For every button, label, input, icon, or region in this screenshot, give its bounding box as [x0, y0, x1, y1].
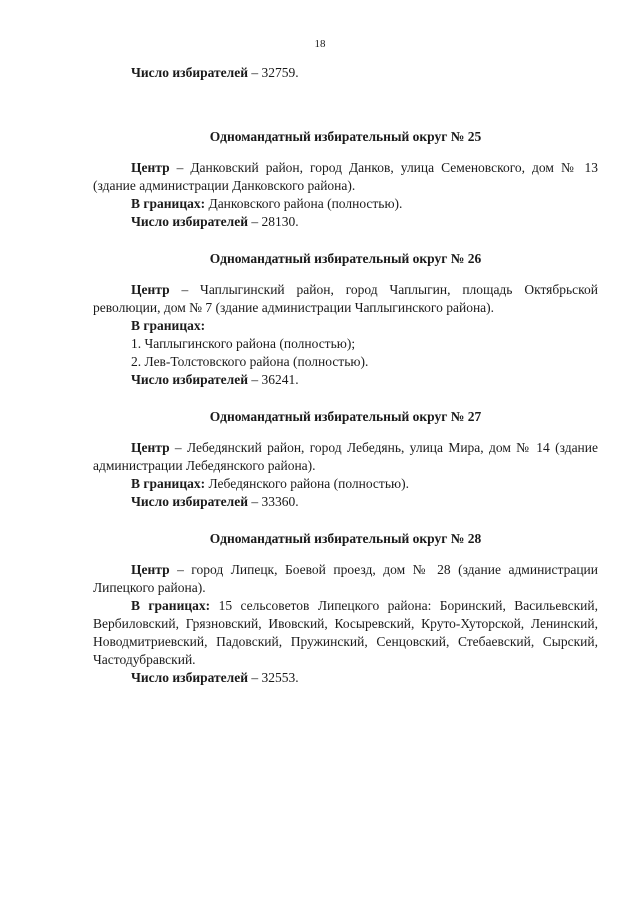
voters-value: – 28130. — [248, 214, 299, 229]
bounds-label: В границах: — [131, 476, 206, 491]
voters-value: – 32759. — [248, 65, 299, 80]
document-body — [93, 64, 598, 687]
district-27 — [93, 408, 598, 511]
district-heading: Одномандатный избирательный округ № 26 — [209, 251, 482, 266]
voters-value: – 33360. — [248, 494, 299, 509]
center-text: – Лебедянский район, город Лебедянь, улица Мира, дом № 14 (здание администрации Лебедянского района). — [93, 440, 598, 473]
district-center — [93, 561, 598, 597]
center-text: – Данковский район, город Данков, улица Семеновского, дом № 13 (здание администрации Данковского района). — [93, 160, 598, 193]
voters-label: Число избирателей — [131, 494, 248, 509]
voters-label: Число избирателей — [131, 372, 248, 387]
district-heading: Одномандатный избирательный округ № 25 — [209, 129, 482, 144]
bounds-text: Лебедянского района (полностью). — [205, 476, 409, 491]
district-center — [93, 159, 598, 195]
voters-value: – 32553. — [248, 670, 299, 685]
district-center — [93, 439, 598, 475]
district-voters — [93, 669, 598, 687]
center-label: Центр — [131, 440, 170, 455]
district-28 — [93, 530, 598, 687]
district-heading: Одномандатный избирательный округ № 28 — [209, 531, 482, 546]
center-text: – город Липецк, Боевой проезд, дом № 28 (здание администрации Липецкого района). — [93, 562, 598, 595]
bounds-label: В границах: — [131, 598, 211, 613]
district-heading: Одномандатный избирательный округ № 27 — [209, 409, 482, 424]
district-bounds — [93, 597, 598, 669]
district-voters — [93, 493, 598, 511]
district-bounds — [93, 195, 598, 213]
bounds-item: 1. Чаплыгинского района (полностью); — [131, 336, 356, 351]
voters-label: Число избирателей — [131, 670, 248, 685]
page-number: 18 — [314, 38, 326, 50]
district-26 — [93, 250, 598, 389]
center-label: Центр — [131, 282, 170, 297]
bounds-label: В границах: — [131, 318, 206, 333]
district-bounds — [93, 317, 598, 335]
voters-value: – 36241. — [248, 372, 299, 387]
bounds-label: В границах: — [131, 196, 206, 211]
district-center — [93, 281, 598, 317]
intro-voters — [93, 64, 598, 82]
center-label: Центр — [131, 562, 170, 577]
center-text: – Чаплыгинский район, город Чаплыгин, площадь Октябрьской революции, дом № 7 (здание администрации Чаплыгинского района). — [93, 282, 598, 315]
district-bounds — [93, 475, 598, 493]
bounds-text: Данковского района (полностью). — [205, 196, 403, 211]
voters-label: Число избирателей — [131, 214, 248, 229]
voters-label: Число избирателей — [131, 65, 248, 80]
bounds-item: 2. Лев-Толстовского района (полностью). — [131, 354, 369, 369]
bounds-text: 15 сельсоветов Липецкого района: Боринский, Васильевский, Вербиловский, Грязновский, Ивовский, Косыревский, Круто-Хуторской, Ленинский, Новодмитриевский, Падовский, Пружинский, Сенцовский, Стебаевский, Сырский, Частодубравский. — [93, 598, 599, 667]
district-25 — [93, 128, 598, 231]
center-label: Центр — [131, 160, 170, 175]
district-voters — [93, 371, 598, 389]
district-voters — [93, 213, 598, 231]
